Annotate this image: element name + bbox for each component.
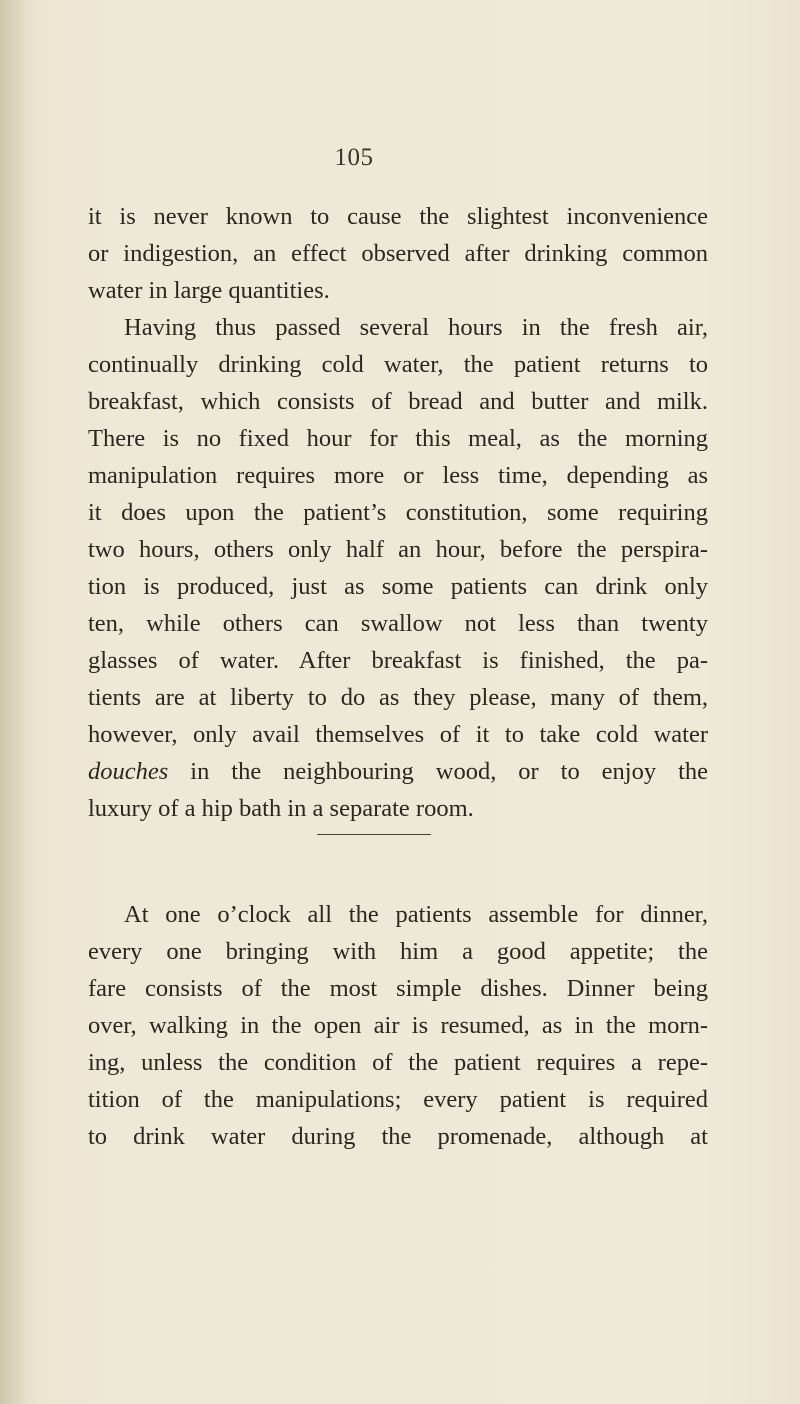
- text-line: ten, while others can swallow not less than twenty: [88, 610, 708, 637]
- text-line: Having thus passed several hours in the fresh air,: [124, 314, 708, 341]
- text-line: tition of the manipulations; every patient is required: [88, 1086, 708, 1113]
- text-line: water in large quantities.: [88, 277, 330, 304]
- text-line: manipulation requires more or less time, depending as: [88, 462, 708, 489]
- text-line: There is no fixed hour for this meal, as the morning: [88, 425, 708, 452]
- text-line: At one o’clock all the patients assemble for dinner,: [124, 901, 708, 928]
- text-line: to drink water during the promenade, although at: [88, 1123, 708, 1150]
- text-line-rest: in the neighbouring wood, or to enjoy the: [168, 758, 708, 785]
- page-gutter-shadow: [0, 0, 26, 1404]
- text-line: fare consists of the most simple dishes. Dinner being: [88, 975, 708, 1002]
- text-line: luxury of a hip bath in a separate room.: [88, 795, 474, 822]
- text-line: tion is produced, just as some patients can drink only: [88, 573, 708, 600]
- section-divider: [317, 834, 431, 835]
- text-line: tients are at liberty to do as they please, many of them,: [88, 684, 708, 711]
- page-number: 105: [334, 144, 374, 171]
- text-line: [88, 753, 708, 790]
- text-line: however, only avail themselves of it to take cold water: [88, 721, 708, 748]
- text-line: ing, unless the condition of the patient requires a repe-: [88, 1049, 708, 1076]
- text-line: glasses of water. After breakfast is finished, the pa-: [88, 647, 708, 674]
- text-line: or indigestion, an effect observed after drinking common: [88, 240, 708, 267]
- text-line: two hours, others only half an hour, before the perspira-: [88, 536, 708, 563]
- text-line: over, walking in the open air is resumed, as in the morn-: [88, 1012, 708, 1039]
- text-line: it is never known to cause the slightest inconvenience: [88, 203, 708, 230]
- text-line: breakfast, which consists of bread and butter and milk.: [88, 388, 708, 415]
- text-line: every one bringing with him a good appetite; the: [88, 938, 708, 965]
- text-line: it does upon the patient’s constitution, some requiring: [88, 499, 708, 526]
- text-line: continually drinking cold water, the patient returns to: [88, 351, 708, 378]
- italic-word: douches: [88, 758, 169, 785]
